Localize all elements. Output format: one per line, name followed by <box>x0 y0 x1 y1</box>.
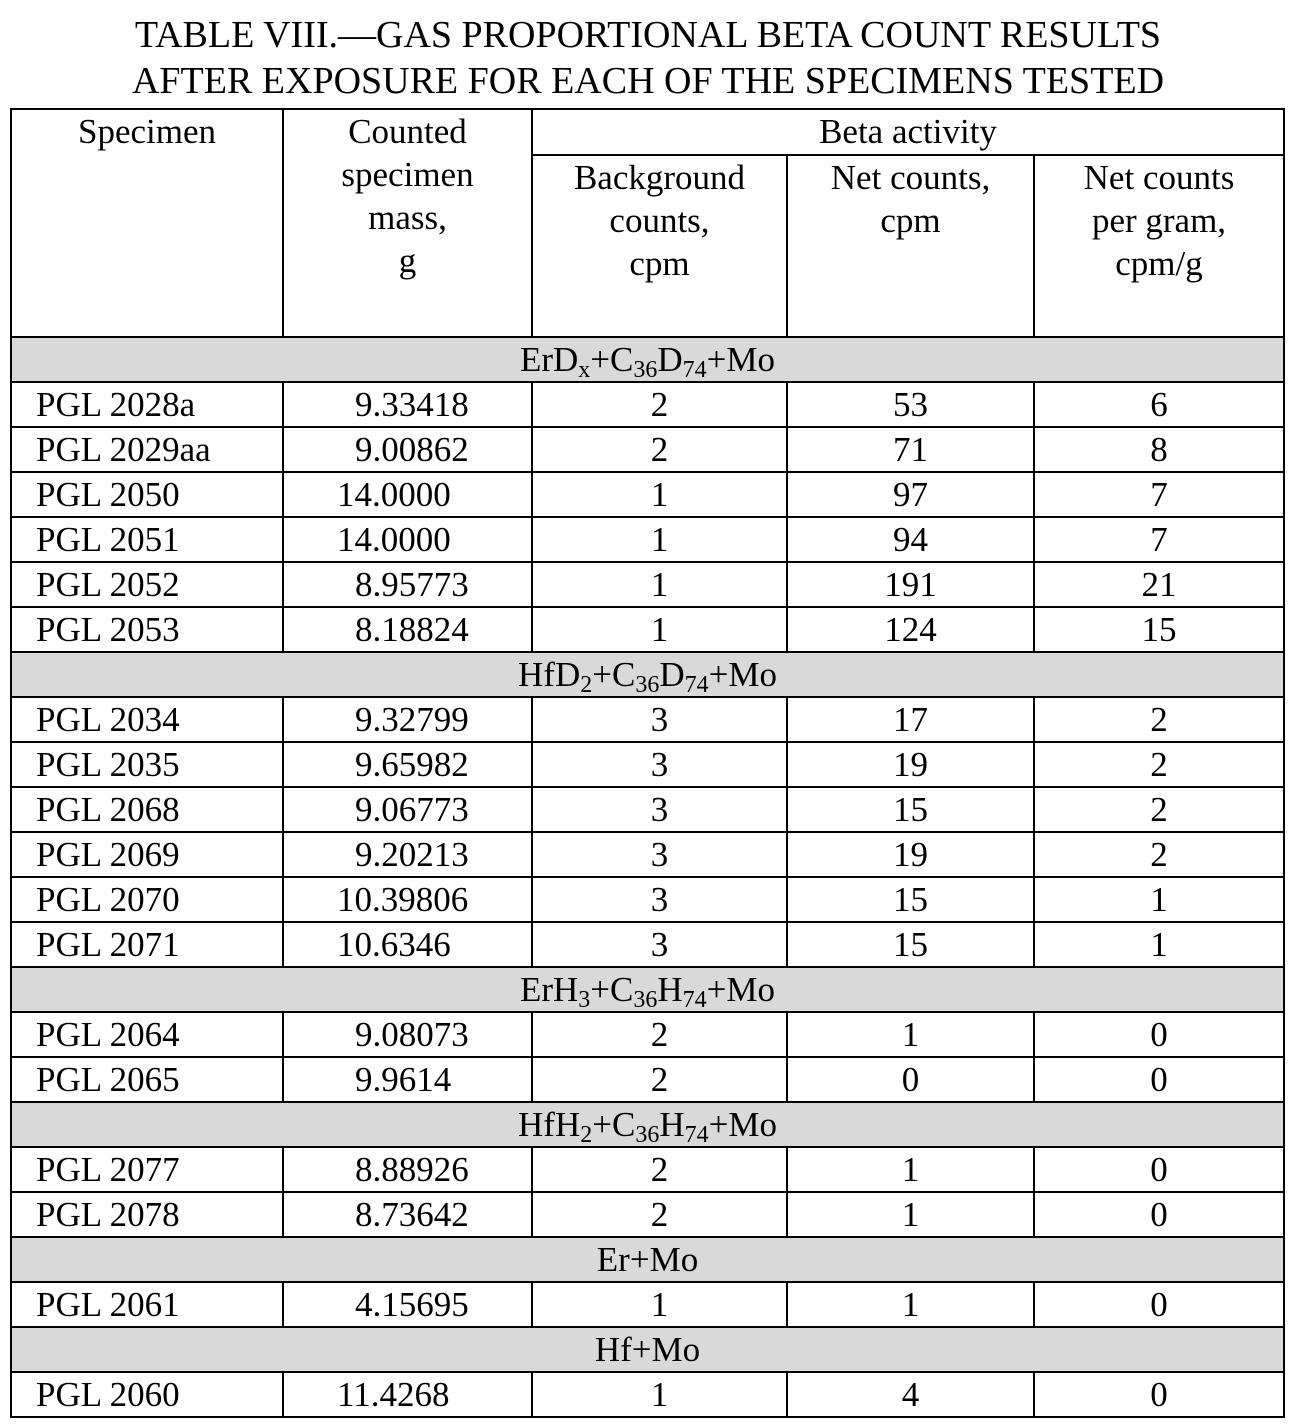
cell-background-counts: 3 <box>532 832 787 877</box>
group-label: $HfD_2+C_{36}D_{74}+Mo$ <box>11 652 1284 697</box>
cell-net-counts: 15 <box>787 877 1034 922</box>
cell-specimen: PGL 2029aa <box>11 427 283 472</box>
table-title <box>0 12 1296 104</box>
cell-net-counts-per-gram: 0 <box>1034 1147 1284 1192</box>
cell-net-counts: 71 <box>787 427 1034 472</box>
table-body <box>11 337 1284 1417</box>
table-row <box>11 517 1284 562</box>
cell-background-counts: 2 <box>532 1192 787 1237</box>
table-row <box>11 1147 1284 1192</box>
cell-net-counts-per-gram: 7 <box>1034 517 1284 562</box>
cell-specimen: PGL 2065 <box>11 1057 283 1102</box>
cell-net-counts-per-gram: 0 <box>1034 1012 1284 1057</box>
table-title-line-1: TABLE VIII.—GAS PROPORTIONAL BETA COUNT RESULTS <box>134 14 1162 56</box>
cell-net-counts-per-gram: 0 <box>1034 1192 1284 1237</box>
cell-net-counts: 15 <box>787 787 1034 832</box>
cell-mass: 9.9614 <box>283 1057 532 1102</box>
cell-mass: 9.08073 <box>283 1012 532 1057</box>
cell-background-counts: 1 <box>532 1282 787 1327</box>
header-beta-activity: Beta activity <box>532 109 1284 155</box>
cell-background-counts: 3 <box>532 697 787 742</box>
table-row <box>11 607 1284 652</box>
table-row <box>11 1012 1284 1057</box>
cell-mass: 9.65982 <box>283 742 532 787</box>
group-header-row <box>11 1237 1284 1282</box>
cell-net-counts: 1 <box>787 1147 1034 1192</box>
group-header-row <box>11 337 1284 382</box>
cell-net-counts: 4 <box>787 1372 1034 1417</box>
table-row <box>11 1057 1284 1102</box>
cell-mass: 11.4268 <box>283 1372 532 1417</box>
cell-specimen: PGL 2071 <box>11 922 283 967</box>
cell-net-counts-per-gram: 0 <box>1034 1372 1284 1417</box>
group-header-row <box>11 967 1284 1012</box>
beta-count-table <box>10 108 1285 1418</box>
cell-background-counts: 1 <box>532 607 787 652</box>
cell-net-counts: 0 <box>787 1057 1034 1102</box>
cell-specimen: PGL 2064 <box>11 1012 283 1057</box>
cell-mass: 9.20213 <box>283 832 532 877</box>
table-row <box>11 382 1284 427</box>
cell-net-counts: 97 <box>787 472 1034 517</box>
header-net-counts-per-gram: Net counts per gram, cpm/g <box>1034 155 1284 337</box>
cell-specimen: PGL 2068 <box>11 787 283 832</box>
group-header-row <box>11 652 1284 697</box>
cell-mass: 10.39806 <box>283 877 532 922</box>
cell-background-counts: 2 <box>532 1057 787 1102</box>
cell-mass: 4.15695 <box>283 1282 532 1327</box>
cell-net-counts: 191 <box>787 562 1034 607</box>
cell-net-counts-per-gram: 2 <box>1034 697 1284 742</box>
header-counted-specimen-mass: Counted specimen mass, g <box>283 109 532 337</box>
table-row <box>11 742 1284 787</box>
cell-mass: 9.33418 <box>283 382 532 427</box>
cell-net-counts-per-gram: 2 <box>1034 832 1284 877</box>
cell-specimen: PGL 2052 <box>11 562 283 607</box>
table-title-line-2: AFTER EXPOSURE FOR EACH OF THE SPECIMENS TESTED <box>131 60 1165 102</box>
cell-net-counts-per-gram: 8 <box>1034 427 1284 472</box>
cell-background-counts: 3 <box>532 877 787 922</box>
cell-mass: 8.18824 <box>283 607 532 652</box>
cell-specimen: PGL 2028a <box>11 382 283 427</box>
cell-background-counts: 1 <box>532 517 787 562</box>
group-label: $ErH_3+C_{36}H_{74}+Mo$ <box>11 967 1284 1012</box>
table-row <box>11 877 1284 922</box>
cell-mass: 8.73642 <box>283 1192 532 1237</box>
cell-net-counts-per-gram: 2 <box>1034 787 1284 832</box>
header-background-counts: Background counts, cpm <box>532 155 787 337</box>
cell-specimen: PGL 2060 <box>11 1372 283 1417</box>
group-label: Hf+Mo <box>11 1327 1284 1372</box>
table-row <box>11 472 1284 517</box>
table-row <box>11 1282 1284 1327</box>
cell-net-counts-per-gram: 6 <box>1034 382 1284 427</box>
cell-net-counts-per-gram: 0 <box>1034 1282 1284 1327</box>
cell-net-counts-per-gram: 2 <box>1034 742 1284 787</box>
cell-net-counts-per-gram: 15 <box>1034 607 1284 652</box>
header-net-counts: Net counts, cpm <box>787 155 1034 337</box>
cell-net-counts: 1 <box>787 1282 1034 1327</box>
cell-net-counts-per-gram: 1 <box>1034 922 1284 967</box>
cell-background-counts: 1 <box>532 1372 787 1417</box>
table-row <box>11 922 1284 967</box>
group-header-row <box>11 1327 1284 1372</box>
cell-background-counts: 1 <box>532 562 787 607</box>
cell-net-counts-per-gram: 7 <box>1034 472 1284 517</box>
cell-net-counts: 1 <box>787 1012 1034 1057</box>
cell-specimen: PGL 2069 <box>11 832 283 877</box>
table-row <box>11 1192 1284 1237</box>
table-row <box>11 832 1284 877</box>
cell-net-counts: 15 <box>787 922 1034 967</box>
cell-specimen: PGL 2078 <box>11 1192 283 1237</box>
cell-net-counts-per-gram: 0 <box>1034 1057 1284 1102</box>
cell-specimen: PGL 2051 <box>11 517 283 562</box>
table-row <box>11 787 1284 832</box>
table-row <box>11 427 1284 472</box>
cell-net-counts-per-gram: 1 <box>1034 877 1284 922</box>
cell-mass: 14.0000 <box>283 472 532 517</box>
table-row <box>11 697 1284 742</box>
group-label: $HfH_2+C_{36}H_{74}+Mo$ <box>11 1102 1284 1147</box>
cell-mass: 9.06773 <box>283 787 532 832</box>
cell-background-counts: 1 <box>532 472 787 517</box>
cell-mass: 8.95773 <box>283 562 532 607</box>
cell-net-counts: 1 <box>787 1192 1034 1237</box>
group-header-row <box>11 1102 1284 1147</box>
group-label: $ErD_x+C_{36}D_{74}+Mo$ <box>11 337 1284 382</box>
cell-background-counts: 2 <box>532 1012 787 1057</box>
cell-specimen: PGL 2077 <box>11 1147 283 1192</box>
cell-net-counts: 124 <box>787 607 1034 652</box>
cell-background-counts: 2 <box>532 427 787 472</box>
table-row <box>11 1372 1284 1417</box>
cell-mass: 10.6346 <box>283 922 532 967</box>
header-specimen: Specimen <box>11 109 283 337</box>
cell-net-counts: 19 <box>787 832 1034 877</box>
cell-net-counts-per-gram: 21 <box>1034 562 1284 607</box>
cell-mass: 9.00862 <box>283 427 532 472</box>
cell-specimen: PGL 2053 <box>11 607 283 652</box>
cell-specimen: PGL 2070 <box>11 877 283 922</box>
group-label: Er+Mo <box>11 1237 1284 1282</box>
table-row <box>11 562 1284 607</box>
cell-specimen: PGL 2050 <box>11 472 283 517</box>
cell-background-counts: 2 <box>532 1147 787 1192</box>
cell-background-counts: 2 <box>532 382 787 427</box>
cell-net-counts: 17 <box>787 697 1034 742</box>
cell-specimen: PGL 2061 <box>11 1282 283 1327</box>
cell-mass: 8.88926 <box>283 1147 532 1192</box>
cell-mass: 14.0000 <box>283 517 532 562</box>
cell-specimen: PGL 2035 <box>11 742 283 787</box>
cell-background-counts: 3 <box>532 787 787 832</box>
cell-background-counts: 3 <box>532 742 787 787</box>
cell-net-counts: 53 <box>787 382 1034 427</box>
cell-mass: 9.32799 <box>283 697 532 742</box>
cell-net-counts: 19 <box>787 742 1034 787</box>
cell-specimen: PGL 2034 <box>11 697 283 742</box>
cell-net-counts: 94 <box>787 517 1034 562</box>
cell-background-counts: 3 <box>532 922 787 967</box>
